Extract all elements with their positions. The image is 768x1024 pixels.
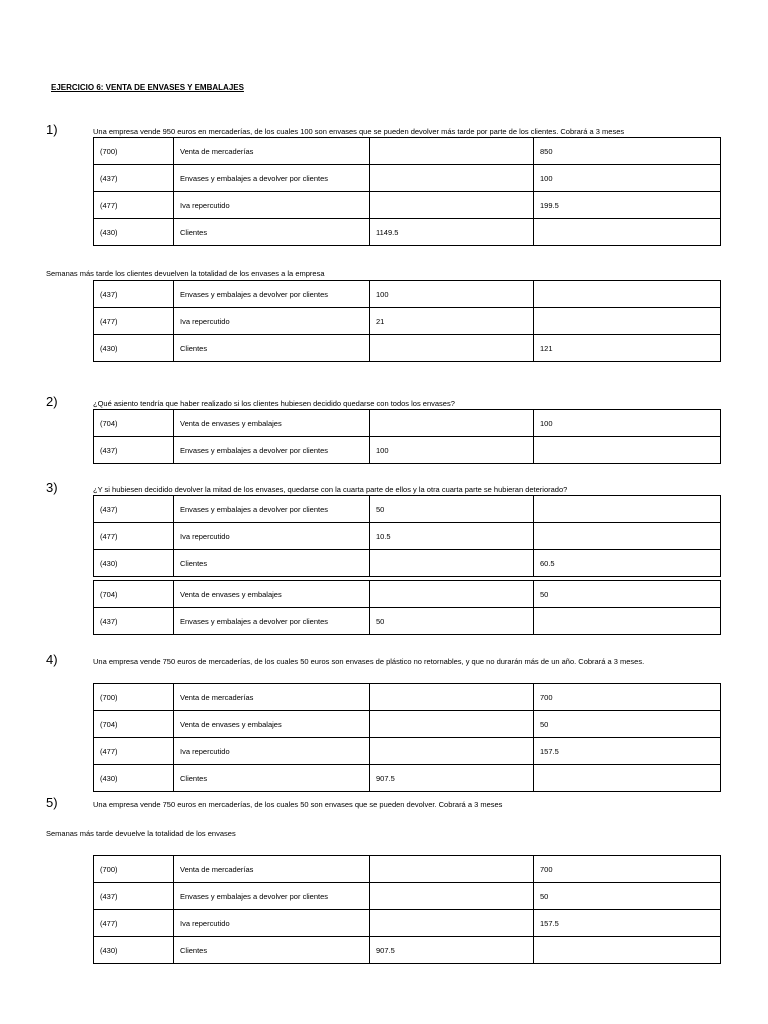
table-row xyxy=(94,581,721,608)
credit-amount-cell xyxy=(534,496,721,523)
section-2-number: 2) xyxy=(46,394,58,409)
account-code-cell: (704) xyxy=(94,410,174,437)
debit-amount-cell xyxy=(370,581,534,608)
section-3-packaging-table xyxy=(93,580,721,635)
table-row xyxy=(94,738,721,765)
account-code-cell: (700) xyxy=(94,138,174,165)
table-row xyxy=(94,496,721,523)
table-row xyxy=(94,308,721,335)
table-row xyxy=(94,856,721,883)
section-3-statement: ¿Y si hubiesen decidido devolver la mitad de los envases, quedarse con la cuarta parte de ellos y la otra cuarta parte se hubieran deteriorado? xyxy=(93,485,568,494)
debit-amount-cell: 50 xyxy=(370,608,534,635)
account-code-cell: (430) xyxy=(94,937,174,964)
account-name-cell: Envases y embalajes a devolver por clientes xyxy=(174,496,370,523)
table-row xyxy=(94,910,721,937)
section-4-number: 4) xyxy=(46,652,58,667)
credit-amount-cell: 157.5 xyxy=(534,738,721,765)
account-code-cell: (430) xyxy=(94,550,174,577)
credit-amount-cell: 100 xyxy=(534,165,721,192)
credit-amount-cell: 60.5 xyxy=(534,550,721,577)
account-code-cell: (704) xyxy=(94,711,174,738)
credit-amount-cell: 157.5 xyxy=(534,910,721,937)
account-name-cell: Clientes xyxy=(174,937,370,964)
section-5-entry-table xyxy=(93,855,721,964)
credit-amount-cell xyxy=(534,523,721,550)
credit-amount-cell xyxy=(534,281,721,308)
account-code-cell: (437) xyxy=(94,165,174,192)
section-2-statement: ¿Qué asiento tendría que haber realizado si los clientes hubiesen decidido quedarse con todos los envases? xyxy=(93,399,455,408)
credit-amount-cell: 700 xyxy=(534,684,721,711)
account-name-cell: Iva repercutido xyxy=(174,523,370,550)
account-name-cell: Venta de mercaderías xyxy=(174,684,370,711)
debit-amount-cell xyxy=(370,883,534,910)
debit-amount-cell: 100 xyxy=(370,437,534,464)
account-name-cell: Venta de mercaderías xyxy=(174,856,370,883)
debit-amount-cell xyxy=(370,335,534,362)
account-name-cell: Clientes xyxy=(174,335,370,362)
account-name-cell: Iva repercutido xyxy=(174,192,370,219)
account-code-cell: (477) xyxy=(94,192,174,219)
debit-amount-cell xyxy=(370,550,534,577)
account-name-cell: Iva repercutido xyxy=(174,308,370,335)
account-name-cell: Clientes xyxy=(174,765,370,792)
table-row xyxy=(94,335,721,362)
account-name-cell: Envases y embalajes a devolver por clientes xyxy=(174,281,370,308)
section-5-number: 5) xyxy=(46,795,58,810)
section-1-note: Semanas más tarde los clientes devuelven la totalidad de los envases a la empresa xyxy=(46,269,325,278)
account-code-cell: (477) xyxy=(94,523,174,550)
account-name-cell: Iva repercutido xyxy=(174,738,370,765)
section-5-statement: Una empresa vende 750 euros en mercaderías, de los cuales 50 son envases que se pueden devolver. Cobrará a 3 meses xyxy=(93,800,503,809)
section-1-return-table xyxy=(93,280,721,362)
account-code-cell: (700) xyxy=(94,684,174,711)
section-3-entry-table xyxy=(93,495,721,577)
account-code-cell: (430) xyxy=(94,765,174,792)
debit-amount-cell: 10.5 xyxy=(370,523,534,550)
account-code-cell: (700) xyxy=(94,856,174,883)
table-row xyxy=(94,523,721,550)
table-row xyxy=(94,437,721,464)
document-title: EJERCICIO 6: VENTA DE ENVASES Y EMBALAJES xyxy=(51,83,244,92)
account-code-cell: (437) xyxy=(94,883,174,910)
debit-amount-cell: 100 xyxy=(370,281,534,308)
section-2-entry-table xyxy=(93,409,721,464)
table-row xyxy=(94,219,721,246)
table-row xyxy=(94,550,721,577)
debit-amount-cell xyxy=(370,684,534,711)
account-name-cell: Venta de envases y embalajes xyxy=(174,581,370,608)
account-code-cell: (704) xyxy=(94,581,174,608)
debit-amount-cell: 907.5 xyxy=(370,937,534,964)
debit-amount-cell xyxy=(370,410,534,437)
section-5-note: Semanas más tarde devuelve la totalidad de los envases xyxy=(46,829,236,838)
account-name-cell: Clientes xyxy=(174,219,370,246)
credit-amount-cell: 199.5 xyxy=(534,192,721,219)
table-row xyxy=(94,138,721,165)
account-name-cell: Venta de envases y embalajes xyxy=(174,711,370,738)
credit-amount-cell xyxy=(534,308,721,335)
debit-amount-cell xyxy=(370,910,534,937)
account-name-cell: Envases y embalajes a devolver por clientes xyxy=(174,165,370,192)
section-1-statement: Una empresa vende 950 euros en mercaderías, de los cuales 100 son envases que se pueden devolver más tarde por parte de los clientes. Cobrará a 3 meses xyxy=(93,127,625,136)
account-code-cell: (430) xyxy=(94,335,174,362)
table-row xyxy=(94,883,721,910)
credit-amount-cell: 700 xyxy=(534,856,721,883)
table-row xyxy=(94,684,721,711)
account-code-cell: (430) xyxy=(94,219,174,246)
table-row xyxy=(94,192,721,219)
credit-amount-cell: 50 xyxy=(534,581,721,608)
credit-amount-cell: 850 xyxy=(534,138,721,165)
table-row xyxy=(94,165,721,192)
section-4-entry-table xyxy=(93,683,721,792)
debit-amount-cell xyxy=(370,738,534,765)
debit-amount-cell: 1149.5 xyxy=(370,219,534,246)
table-row xyxy=(94,937,721,964)
debit-amount-cell xyxy=(370,856,534,883)
debit-amount-cell: 50 xyxy=(370,496,534,523)
account-name-cell: Iva repercutido xyxy=(174,910,370,937)
section-1-number: 1) xyxy=(46,122,58,137)
account-name-cell: Venta de mercaderías xyxy=(174,138,370,165)
debit-amount-cell: 21 xyxy=(370,308,534,335)
account-code-cell: (437) xyxy=(94,437,174,464)
table-row xyxy=(94,281,721,308)
credit-amount-cell xyxy=(534,219,721,246)
table-row xyxy=(94,765,721,792)
account-code-cell: (437) xyxy=(94,281,174,308)
debit-amount-cell xyxy=(370,711,534,738)
table-row xyxy=(94,608,721,635)
credit-amount-cell xyxy=(534,437,721,464)
table-row xyxy=(94,711,721,738)
section-1-entry-table xyxy=(93,137,721,246)
account-code-cell: (437) xyxy=(94,608,174,635)
credit-amount-cell xyxy=(534,765,721,792)
credit-amount-cell xyxy=(534,937,721,964)
account-name-cell: Venta de envases y embalajes xyxy=(174,410,370,437)
debit-amount-cell xyxy=(370,192,534,219)
credit-amount-cell: 100 xyxy=(534,410,721,437)
debit-amount-cell: 907.5 xyxy=(370,765,534,792)
account-name-cell: Envases y embalajes a devolver por clientes xyxy=(174,437,370,464)
account-name-cell: Envases y embalajes a devolver por clientes xyxy=(174,883,370,910)
account-code-cell: (477) xyxy=(94,738,174,765)
section-3-number: 3) xyxy=(46,480,58,495)
credit-amount-cell: 50 xyxy=(534,883,721,910)
section-4-statement: Una empresa vende 750 euros de mercaderías, de los cuales 50 euros son envases de plástico no retornables, y que no durarán más de un año. Cobrará a 3 meses. xyxy=(93,657,645,666)
debit-amount-cell xyxy=(370,138,534,165)
credit-amount-cell: 121 xyxy=(534,335,721,362)
account-name-cell: Envases y embalajes a devolver por clientes xyxy=(174,608,370,635)
account-code-cell: (477) xyxy=(94,308,174,335)
account-code-cell: (477) xyxy=(94,910,174,937)
credit-amount-cell: 50 xyxy=(534,711,721,738)
account-name-cell: Clientes xyxy=(174,550,370,577)
debit-amount-cell xyxy=(370,165,534,192)
credit-amount-cell xyxy=(534,608,721,635)
table-row xyxy=(94,410,721,437)
account-code-cell: (437) xyxy=(94,496,174,523)
